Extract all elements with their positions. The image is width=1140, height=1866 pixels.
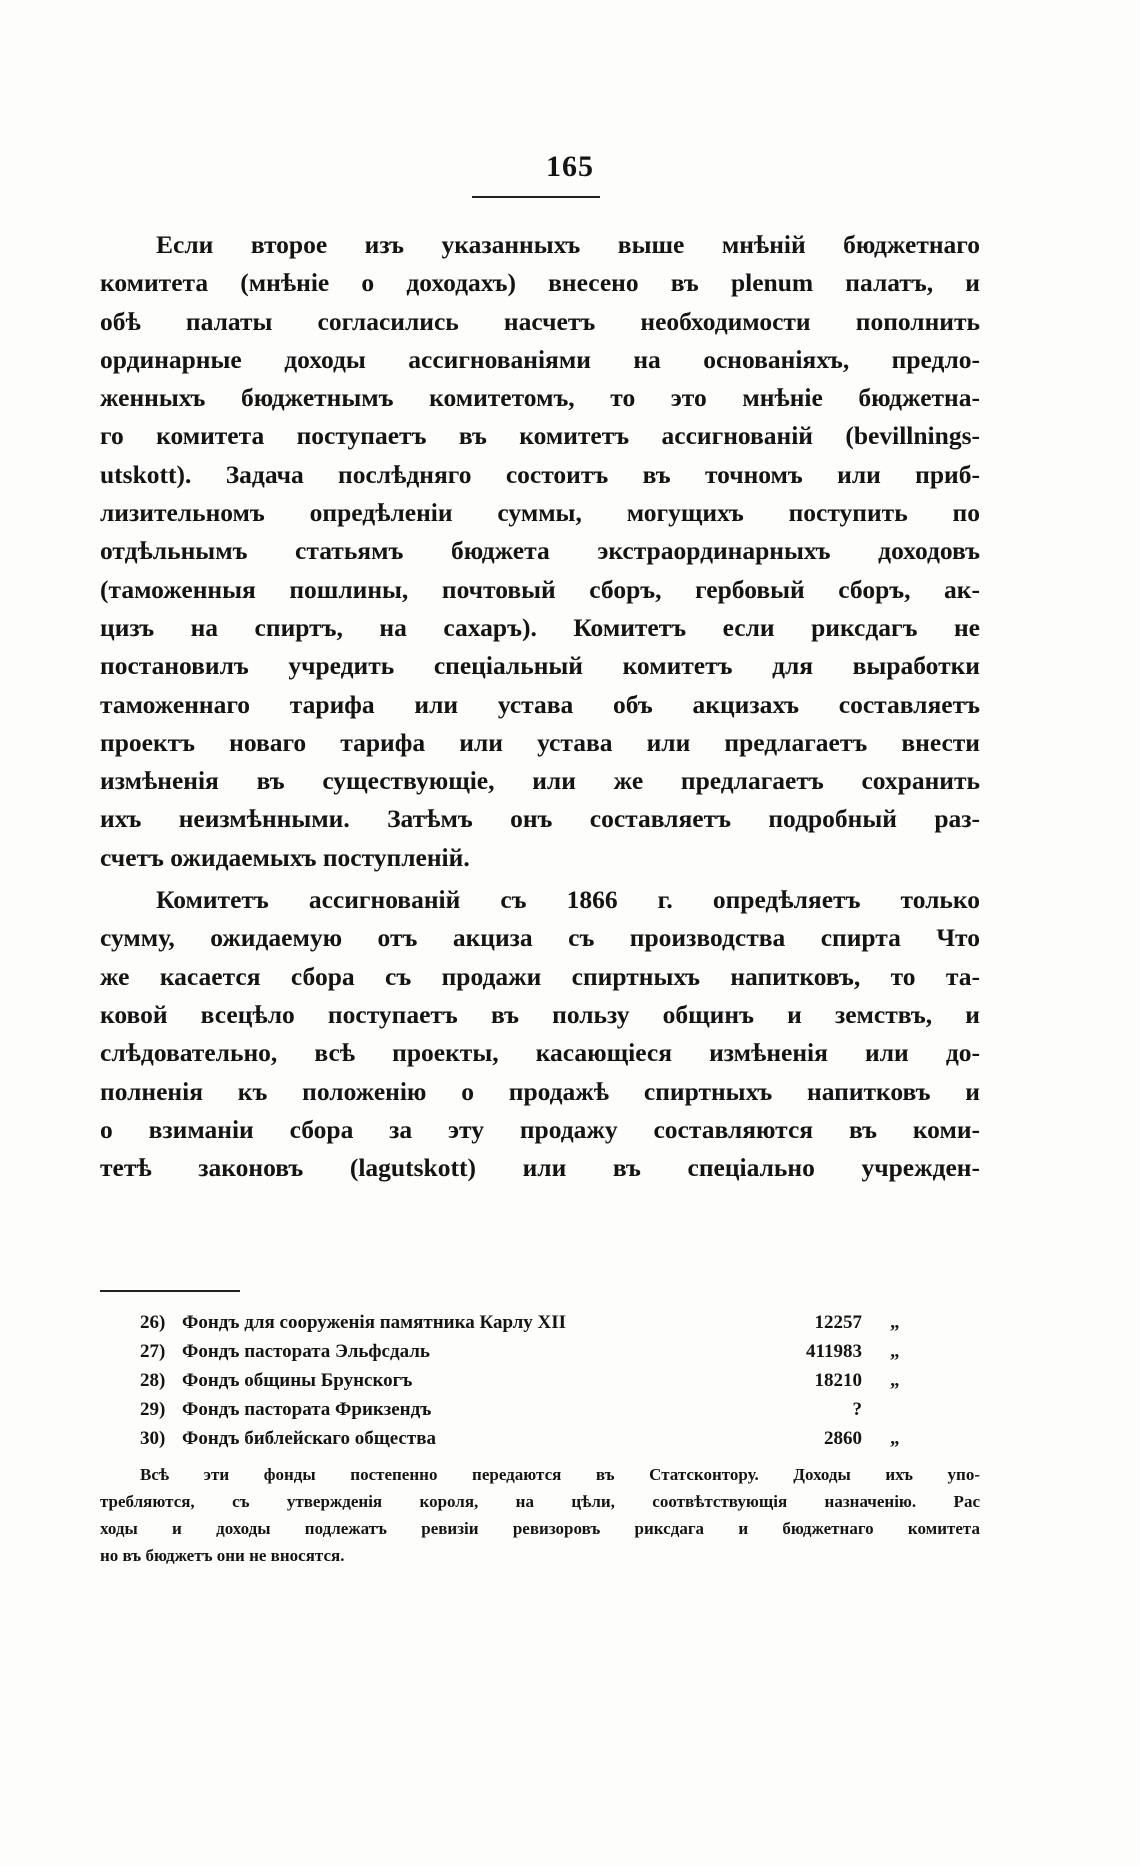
text-line: (таможенныя пошлины, почтовый сборъ, гербовый сборъ, ак- bbox=[100, 574, 980, 604]
text-line: о взиманіи сбора за эту продажу составляются въ коми- bbox=[100, 1114, 980, 1144]
page-number-rule bbox=[472, 196, 600, 198]
footnote-number: 29) bbox=[140, 1399, 166, 1420]
footnote-row bbox=[100, 1366, 980, 1395]
text-line: слѣдовательно, всѣ проекты, касающіеся измѣненія или до- bbox=[100, 1038, 980, 1068]
text-line: проектъ новаго тарифа или устава или предлагаетъ внести bbox=[100, 727, 980, 757]
note-line: ходы и доходы подлежатъ ревизіи ревизоровъ риксдага и бюджетнаго комитета bbox=[100, 1519, 980, 1538]
text-line: отдѣльнымъ статьямъ бюджета экстраординарныхъ доходовъ bbox=[100, 536, 980, 566]
footnote-row bbox=[100, 1424, 980, 1453]
text-line: Если второе изъ указанныхъ выше мнѣній бюджетнаго bbox=[156, 230, 980, 259]
text-line: сумму, ожидаемую отъ акциза съ производства спирта Что bbox=[100, 923, 980, 953]
footnote-row bbox=[100, 1308, 980, 1337]
text-line: же касается сбора съ продажи спиртныхъ напитковъ, то та- bbox=[100, 961, 980, 991]
footnote-number: 28) bbox=[140, 1370, 166, 1391]
note-line: требляются, съ утвержденія короля, на цѣли, соотвѣтствующія назначенію. Рас bbox=[100, 1492, 980, 1511]
footnote-unit: „ bbox=[890, 1370, 900, 1391]
footnote-value: ? bbox=[852, 1399, 862, 1420]
note-line: но въ бюджетъ они не вносятся. bbox=[100, 1546, 345, 1565]
footnotes bbox=[100, 1308, 980, 1569]
footnote-value: 411983 bbox=[806, 1341, 862, 1362]
text-line: го комитета поступаетъ въ комитетъ ассигнованій (bevillnings- bbox=[100, 421, 980, 451]
text-line: женныхъ бюджетнымъ комитетомъ, то это мнѣніе бюджетна- bbox=[100, 383, 980, 413]
footnote-text: Фондъ пастората Эльфсдаль bbox=[182, 1341, 430, 1362]
text-line: обѣ палаты согласились насчетъ необходимости пополнить bbox=[100, 306, 980, 336]
footnote-note bbox=[100, 1461, 980, 1569]
text-line: полненія къ положенію о продажѣ спиртныхъ напитковъ и bbox=[100, 1076, 980, 1106]
footnote-row bbox=[100, 1395, 980, 1424]
footnote-text: Фондъ для сооруженія памятника Карлу XII bbox=[182, 1312, 567, 1333]
text-line: тетѣ законовъ (lagutskott) или въ спеціально учрежден- bbox=[100, 1153, 980, 1183]
footnote-unit: „ bbox=[890, 1428, 900, 1449]
text-line: Комитетъ ассигнованій съ 1866 г. опредѣляетъ только bbox=[156, 885, 980, 915]
text-line: ординарные доходы ассигнованіями на основаніяхъ, предло- bbox=[100, 344, 980, 374]
text-line: цизъ на спиртъ, на сахаръ). Комитетъ если риксдагъ не bbox=[100, 612, 980, 642]
footnote-unit: „ bbox=[890, 1341, 900, 1362]
page-number: 165 bbox=[546, 150, 594, 183]
footnote-unit: „ bbox=[890, 1312, 900, 1333]
note-line: Всѣ эти фонды постепенно передаются въ Статсконтору. Доходы ихъ упо- bbox=[140, 1465, 980, 1484]
footnote-row bbox=[100, 1337, 980, 1366]
text-line: таможеннаго тарифа или устава объ акцизахъ составляетъ bbox=[100, 689, 980, 719]
footnote-text: Фондъ пастората Фрикзендъ bbox=[182, 1399, 432, 1420]
text-line: счетъ ожидаемыхъ поступленій. bbox=[100, 842, 470, 872]
footnote-value: 12257 bbox=[814, 1312, 862, 1333]
text-line: измѣненія въ существующіе, или же предлагаетъ сохранить bbox=[100, 766, 980, 796]
text-line: лизительномъ опредѣленіи суммы, могущихъ поступить по bbox=[100, 498, 980, 528]
text-line: ихъ неизмѣнными. Затѣмъ онъ составляетъ подробный раз- bbox=[100, 804, 980, 834]
footnote-text: Фондъ общины Брунскогъ bbox=[182, 1370, 413, 1391]
footnote-number: 30) bbox=[140, 1428, 166, 1449]
footnote-rule bbox=[100, 1290, 240, 1292]
text-line: комитета (мнѣніе о доходахъ) внесено въ plenum палатъ, и bbox=[100, 268, 980, 298]
text-line: utskott). Задача послѣдняго состоитъ въ точномъ или приб- bbox=[100, 459, 980, 489]
text-line: постановилъ учредить спеціальный комитетъ для выработки bbox=[100, 651, 980, 681]
main-text bbox=[100, 226, 980, 1187]
footnote-text: Фондъ библейскаго общества bbox=[182, 1428, 436, 1449]
footnote-number: 26) bbox=[140, 1312, 166, 1333]
footnote-number: 27) bbox=[140, 1341, 166, 1362]
text-line: ковой всецѣло поступаетъ въ пользу общинъ и земствъ, и bbox=[100, 999, 980, 1029]
footnote-value: 2860 bbox=[824, 1428, 862, 1449]
footnote-value: 18210 bbox=[814, 1370, 862, 1391]
